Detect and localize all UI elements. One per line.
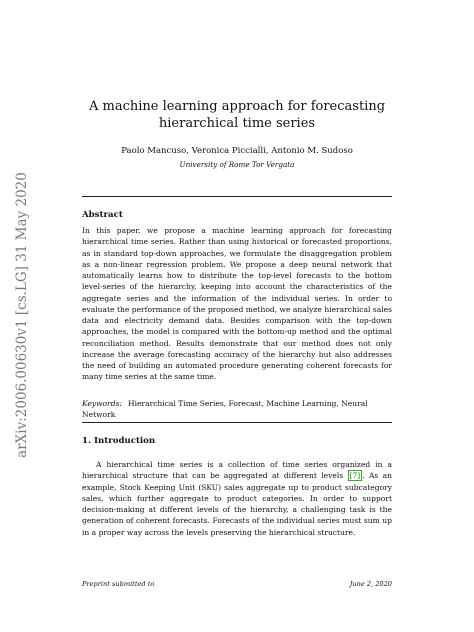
keywords-label: Keywords: (82, 399, 123, 408)
author-affiliation: University of Rome Tor Vergata (179, 160, 295, 169)
arxiv-identifier-sidebar (3, 165, 41, 465)
arxiv-identifier-text: arXiv:2006.00630v1 [cs.LG] 31 May 2020 (14, 172, 30, 458)
keywords-text: Hierarchical Time Series, Forecast, Machine Learning, Neural Network (82, 399, 368, 420)
introduction-text-start: A hierarchical time series is a collection of time series organized in a hierarchical structure that can be aggregated at different levels (82, 460, 392, 481)
paper-title: A machine learning approach for forecasting hierarchical time series (88, 99, 386, 131)
abstract-body: In this paper, we propose a machine learning approach for forecasting hierarchical time series. Rather than using historical or forecasted proportions, as in standard top-down approaches, we formulate the disaggregation problem as a non-linear regression problem. We propose a deep neural network that automatically learns how to distribute the top-level forecasts to the bottom level-series of the hierarchy, keeping into account the characteristics of the aggregate series and the information of the individual series. In order to evaluate the performance of the proposed method, we analyze hierarchical sales data and electricity demand data. Besides comparison with the top-down approaches, the model is compared with the bottom-up method and the optimal reconciliation method. Results demonstrate that our method does not only increase the average forecasting accuracy of the hierarchy but also addresses the need of building an automated procedure generating coherent forecasts for many time series at the same time. (82, 226, 392, 382)
keywords-line (82, 398, 392, 421)
abstract-heading: Abstract (82, 210, 123, 220)
author-list: Paolo Mancuso, Veronica Piccialli, Antonio M. Sudoso (121, 146, 353, 156)
introduction-text-end: . As an example, Stock Keeping Unit (SKU) sales aggregate up to product subcategory sales, which further aggregate to product categories. In order to support decision-making at different levels of the hierarchy, a challenging task is the generation of coherent forecasts. Forecasts of the individual series must sum up in a proper way across the levels preserving the hierarchical structure. (82, 471, 392, 537)
abstract-top-rule (82, 196, 392, 197)
footer-date: June 2, 2020 (349, 580, 392, 588)
footer-preprint-note: Preprint submitted to (82, 580, 155, 588)
citation-link[interactable]: [7] (349, 471, 361, 481)
introduction-heading: 1. Introduction (82, 436, 156, 446)
paper-page (82, 0, 392, 632)
introduction-paragraph (82, 459, 392, 538)
abstract-bottom-rule (82, 422, 392, 423)
